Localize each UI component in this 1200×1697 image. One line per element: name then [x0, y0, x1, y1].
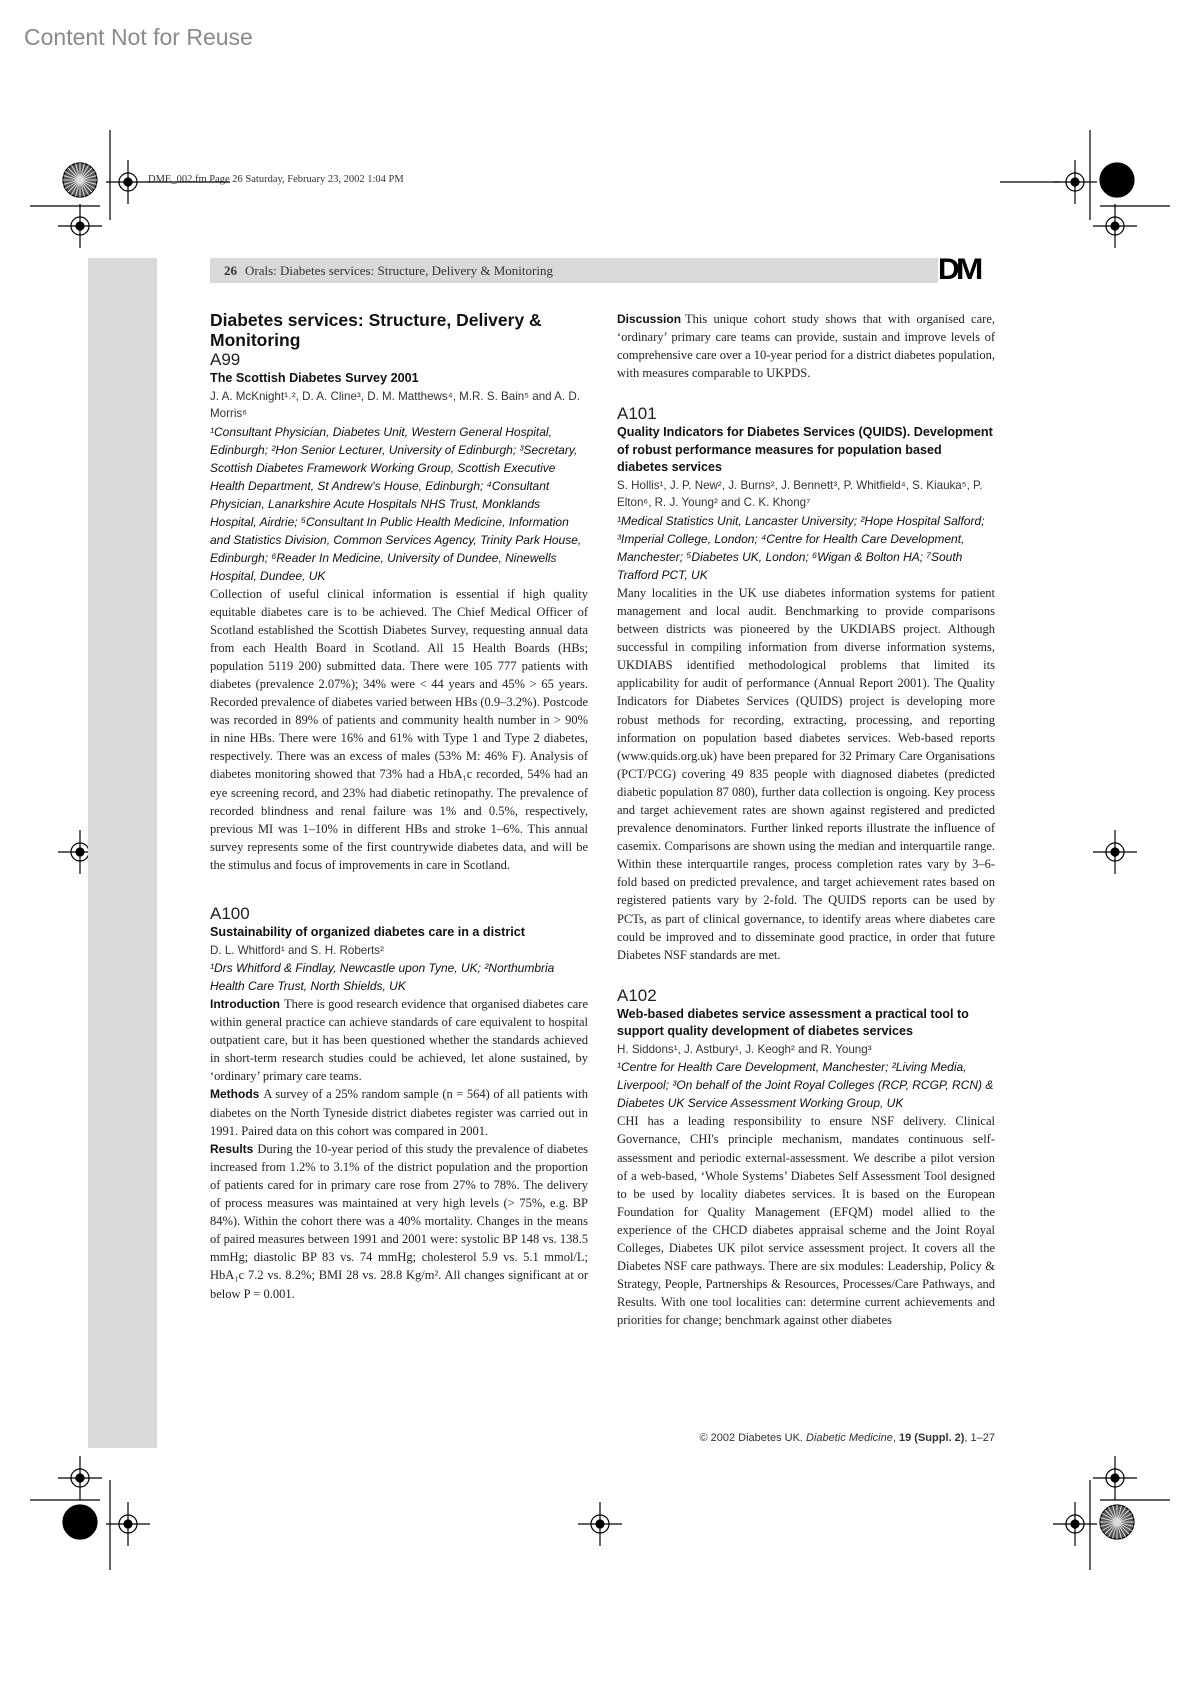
abstract-authors: J. A. McKnight¹˒², D. A. Cline³, D. M. Matthews⁴, M.R. S. Bain⁵ and A. D. Morris⁶	[210, 389, 580, 420]
section-text: There is good research evidence that organised diabetes care within general practice can achieve standards of care equivalent to hospital outpatient care, but it has been questioned whether the standards achieved in short-term research studies could be achieved, let alone sustained, by ‘ordinary’ primary care teams.	[210, 997, 588, 1084]
registration-mark-icon	[106, 1502, 150, 1546]
section-text: A survey of a 25% random sample (n = 564) of all patients with diabetes on the North Tyneside district diabetes register was carried out in 1991. Paired data on this cohort was compared in 2001.	[210, 1087, 588, 1138]
abstract-title: Quality Indicators for Diabetes Services (QUIDS). Development of robust performance measures for population based diabetes services	[617, 425, 993, 475]
abstract-title: The Scottish Diabetes Survey 2001	[210, 371, 419, 385]
section-text: During the 10-year period of this study the prevalence of diabetes increased from 1.2% to 3.1% of the district population and the proportion of patients cared for in primary care rose from 27% to 78%. The delivery of process measures was maintained at very high levels (> 75%, e.g. BP 84%). Within the cohort there was a 40% mortality. Changes in the means of paired measures between 1991 and 2001 were: systolic BP 148 vs. 138.5 mmHg; diastolic BP 83 vs. 74 mmHg; cholesterol 5.9 vs. 5.1 mmol/L; HbA₁c 7.2 vs. 8.2%; BMI 28 vs. 28.8 Kg/m². All changes significant at or below P = 0.001.	[210, 1141, 588, 1301]
abstract-title: Web-based diabetes service assessment a practical tool to support quality development of diabetes services	[617, 1006, 969, 1039]
abstract-title: Sustainability of organized diabetes care in a district	[210, 925, 525, 939]
abstract-body: Collection of useful clinical information is essential if high quality equitable diabetes care is to be achieved. The Chief Medical Officer of Scotland established the Scottish Diabetes Survey, requesting annual data from each Health Board in Scotland. All 15 Health Boards (HBs; population 5119 200) submitted data. There were 105 777 patients with diabetes (prevalence 2.07%); 34% were < 44 years and 45% > 65 years. Recorded prevalence of diabetes varied between HBs (0.9–3.2%). Postcode was recorded in 89% of patients and community health number in > 90% in nine HBs. There were 16% and 61% with Type 1 and Type 2 diabetes, respectively. There was an excess of males (53% M: 46% F). Analysis of diabetes monitoring showed that 73% had a HbA₁c recorded, 54% had an eye screening record, and 23% had diabetic retinopathy. The prevalence of recorded blindness and renal failure was 1% and 0.5%, respectively, previous MI was 1–10% in different HBs and stroke 1–6%. This annual survey represents some of the first countrywide diabetes data, and will be the stimulus and focus of improvements in care in Scotland.	[210, 586, 588, 872]
running-head-title: Orals: Diabetes services: Structure, Delivery & Monitoring	[245, 263, 553, 278]
journal-name: Diabetic Medicine	[806, 1432, 893, 1444]
abstract-body: Many localities in the UK use diabetes information systems for patient management and local audit. Benchmarking to provide comparisons between districts was pioneered by the UKDIABS project. Although successful in compiling information from diverse information systems, UKDIABS identified methodological problems that limited its applicability for audit of performance (Annual Report 2001). The Quality Indicators for Diabetes Services (QUIDS) project is developing more robust methods for recording, extracting, processing, and reporting information on population based diabetes services. Web-based reports (www.quids.org.uk) have been prepared for 32 Primary Care Organisations (PCT/PCG) covering 49 835 people with diagnosed diabetes (predicted diabetic population 87 080), further data collection is ongoing. Key process and target achievement rates are shown against registered and predicted prevalence denominators. Further linked reports illustrate the influence of casemix. Comparisons are shown using the median and interquartile range. Within these interquartile ranges, process completion rates vary by 3–6-fold based on predicted prevalence, and target achievement rates based on registered patients vary by 2-fold. The QUIDS reports can be used by PCTs, as part of clinical governance, to identify areas where diabetes care could be improved and to disseminate good practice, in order that future Diabetes NSF standards are met.	[617, 585, 995, 962]
registration-mark-icon	[58, 1456, 102, 1500]
page-footer: © 2002 Diabetes UK. Diabetic Medicine, 19 (Suppl. 2), 1–27	[699, 1432, 995, 1444]
abstract-authors: S. Hollis¹, J. P. New², J. Burns², J. Bennett³, P. Whitfield⁴, S. Kiauka⁵, P. Elton⁶, R. J. Young² and C. K. Khong⁷	[617, 478, 983, 510]
volume: 19 (Suppl. 2)	[899, 1432, 965, 1444]
section-label: Results	[210, 1141, 254, 1156]
running-head	[210, 258, 938, 283]
introduction-paragraph	[210, 995, 588, 1085]
section-label: Discussion	[617, 312, 682, 326]
page-range: , 1–27	[964, 1432, 995, 1444]
results-paragraph	[210, 1140, 588, 1303]
abstract-affiliations: ¹Centre for Health Care Development, Manchester; ²Living Media, Liverpool; ³On behalf of the Joint Royal Colleges (RCP, RCGP, RCN) & Diabetes UK Service Assessment Working Group, UK	[617, 1060, 994, 1111]
section-label: Methods	[210, 1087, 260, 1102]
left-column	[210, 310, 588, 1303]
black-dot-icon	[1100, 163, 1134, 197]
abstract-id: A101	[617, 404, 657, 424]
registration-mark-icon	[578, 1502, 622, 1546]
right-column	[617, 310, 995, 1329]
page-number: 26	[224, 263, 237, 278]
copyright: © 2002 Diabetes UK.	[699, 1432, 803, 1444]
registration-mark-icon	[1093, 830, 1137, 874]
section-label: Introduction	[210, 997, 280, 1011]
abstract-affiliations: ¹Drs Whitford & Findlay, Newcastle upon Tyne, UK; ²Northumbria Health Care Trust, North Shields, UK	[210, 961, 555, 993]
abstract-affiliations: ¹Medical Statistics Unit, Lancaster University; ²Hope Hospital Salford; ³Imperial College, London; ⁴Centre for Health Care Development, Manchester; ⁵Diabetes UK, London; ⁶Wigan & Bolton HA; ⁷South Trafford PCT, UK	[617, 513, 985, 582]
margin-strip	[88, 258, 157, 1448]
abstract-authors: H. Siddons¹, J. Astbury¹, J. Keogh² and R. Young³	[617, 1042, 872, 1056]
abstract-affiliations: ¹Consultant Physician, Diabetes Unit, Western General Hospital, Edinburgh; ²Hon Senior Lecturer, University of Edinburgh; ³Secretary, Scottish Diabetes Framework Working Group, Scottish Executive Health Department, St Andrew's House, Edinburgh; ⁴Consultant Physician, Lanarkshire Acute Hospitals NHS Trust, Monklands Hospital, Airdrie; ⁵Consultant In Public Health Medicine, Information and Statistics Division, Common Services Agency, Trinity Park House, Edinburgh; ⁶Reader In Medicine, University of Dundee, Ninewells Hospital, Dundee, UK	[210, 424, 582, 583]
registration-mark-icon	[1093, 1456, 1137, 1500]
print-slug: DME_002.fm Page 26 Saturday, February 23, 2002 1:04 PM	[148, 174, 404, 185]
section-text: This unique cohort study shows that with organised care, ‘ordinary’ primary care teams can provide, sustain and improve levels of comprehensive care over a 10-year period for a district diabetes population, with measures comparable to UKPDS.	[617, 312, 995, 381]
section-title: Diabetes services: Structure, Delivery & Monitoring	[210, 310, 542, 350]
registration-mark-icon	[58, 204, 102, 248]
discussion-paragraph	[617, 310, 995, 382]
journal-logo: DM	[938, 253, 980, 286]
abstract-id: A102	[617, 985, 657, 1005]
abstract-a101	[617, 404, 995, 963]
black-dot-icon	[63, 1505, 97, 1539]
registration-mark-icon	[106, 160, 150, 204]
abstract-a99	[210, 350, 588, 874]
abstract-a102	[617, 986, 995, 1330]
abstract-body: CHI has a leading responsibility to ensure NSF delivery. Clinical Governance, CHI's principle mechanism, mandates continuous self-assessment and periodic external-assessment. We describe a pilot version of a web-based, ‘Whole Systems’ Diabetes Self Assessment Tool designed to be used by locality diabetes services. It is based on the European Foundation for Quality Management (EFQM) model allied to the experience of the CHCD diabetes appraisal scheme and the Joint Royal Colleges, Diabetes UK pilot service assessment project. It covers all the Diabetes NSF care pathways. There are six modules: Leadership, Policy & Strategy, People, Partnerships & Resources, Processes/Care Pathways, and Results. With one tool localities can: determine current achievements and priorities for change; benchmark against other diabetes	[617, 1114, 995, 1328]
abstract-authors: D. L. Whitford¹ and S. H. Roberts²	[210, 943, 384, 957]
watermark: Content Not for Reuse	[24, 24, 253, 50]
methods-paragraph	[210, 1085, 588, 1139]
abstract-id: A99	[210, 350, 241, 369]
registration-mark-icon	[1093, 204, 1137, 248]
abstract-a100	[210, 904, 588, 1303]
abstract-id: A100	[210, 904, 250, 923]
